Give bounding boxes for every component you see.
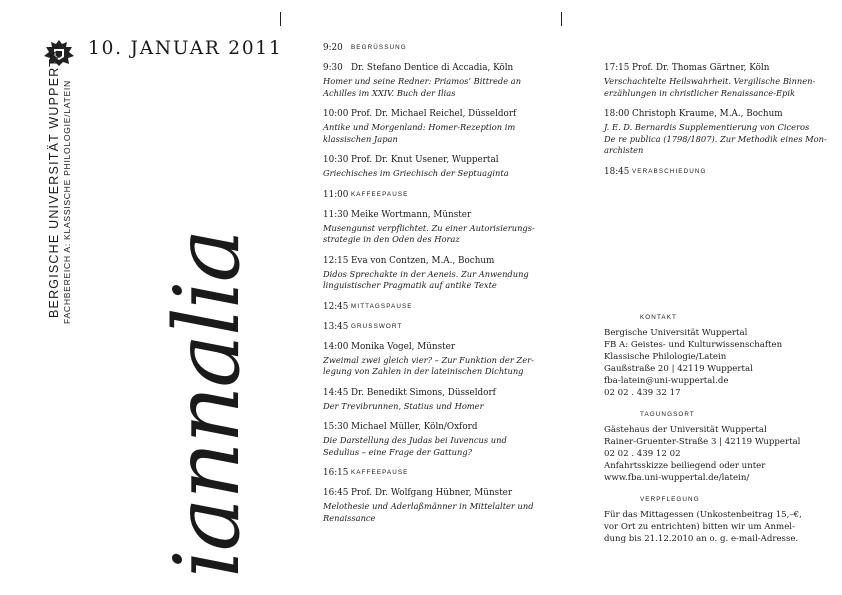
program-entry-header — [323, 42, 553, 54]
program-entry-header — [323, 467, 553, 479]
kontakt-heading: KONTAKT — [640, 314, 677, 321]
program-speaker: Meike Wortmann, Münster — [351, 209, 472, 220]
program-talk-title-line: Verschachtelte Heilswahrheit. Vergilische Binnen- — [604, 76, 816, 86]
program-talk-title-line: Sedulius – eine Frage der Gattung? — [323, 446, 473, 457]
tagungsort-line: Gästehaus der Universität Wuppertal — [604, 425, 767, 435]
program-talk-title-line: J. E. D. Bernardis Supplementierung von Ciceros — [604, 122, 810, 132]
program-talk-title-line: Griechisches im Griechisch der Septuaginta — [323, 168, 509, 178]
kontakt-email-link[interactable]: fba-latein@uni-wuppertal.de — [604, 376, 729, 386]
program-entry — [323, 487, 553, 524]
program-talk-title-line: erzählungen in christlicher Renaissance-Epik — [604, 87, 796, 98]
program-entry-header — [323, 301, 553, 313]
program-time: 18:00 — [604, 109, 630, 119]
kontakt-block — [604, 312, 814, 399]
program-entry — [323, 154, 553, 180]
verpflegung-line: Für das Mittagessen (Unkostenbeitrag 15,–€, — [604, 510, 802, 520]
program-talk-title — [323, 435, 553, 458]
program-entry — [323, 467, 553, 479]
program-talk-title-line: Homer und seine Redner: Priamos’ Bittrede an — [323, 76, 522, 86]
tagungsort-line: Rainer-Gruenter-Straße 3 | 42119 Wuppertal — [604, 437, 801, 447]
program-entry — [604, 166, 804, 178]
program-caption: KAFFEEPAUSE — [351, 190, 409, 198]
program-talk-title-line: strategie in den Oden des Horaz — [323, 234, 460, 244]
verpflegung-heading: VERPFLEGUNG — [640, 496, 700, 503]
program-talk-title-line: Zweimal zwei gleich vier? – Zur Funktion der Zer- — [323, 354, 534, 365]
program-talk-title-line: klassischen Japan — [323, 133, 398, 144]
program-time: 12:45 — [323, 301, 349, 312]
program-talk-title-line: Die Darstellung des Judas bei Iuvencus und — [323, 435, 507, 445]
program-entry — [323, 42, 553, 54]
program-caption: KAFFEEPAUSE — [351, 469, 409, 476]
tagungsort-line: 02 02 . 439 12 02 — [604, 449, 681, 459]
program-time: 10:30 — [323, 155, 349, 165]
program-speaker: Prof. Dr. Michael Reichel, Düsseldorf — [351, 109, 517, 119]
fold-mark-left — [280, 12, 281, 26]
program-entry-header — [323, 255, 553, 267]
verpflegung-block — [604, 494, 814, 545]
program-speaker: Monika Vogel, Münster — [351, 341, 456, 352]
program-talk-title — [604, 122, 827, 157]
program-entry — [323, 209, 553, 246]
program-column-2 — [604, 62, 827, 186]
program-time: 12:15 — [323, 255, 349, 266]
program-time: 10:00 — [323, 109, 349, 119]
program-entry-header — [604, 62, 804, 74]
program-time: 14:45 — [323, 387, 349, 398]
event-date: 10. JANUAR 2011 — [88, 38, 283, 59]
fold-mark-right — [561, 12, 562, 26]
program-time: 15:30 — [323, 422, 349, 432]
program-speaker: Eva von Contzen, M.A., Bochum — [351, 255, 495, 266]
program-talk-title — [323, 76, 553, 99]
program-time: 17:15 — [604, 63, 630, 73]
program-caption: VERABSCHIEDUNG — [632, 167, 707, 175]
program-entry-header — [604, 108, 804, 120]
program-talk-title-line: Der Trevibrunnen, Statius und Homer — [323, 400, 484, 411]
program-caption: GRUSSWORT — [351, 322, 403, 330]
program-time: 14:00 — [323, 341, 349, 352]
program-entry — [323, 189, 553, 201]
program-entry-header — [323, 108, 553, 120]
verpflegung-line: dung bis 21.12.2010 an o. g. e-mail-Adresse. — [604, 534, 799, 544]
program-entry-header — [323, 421, 553, 433]
program-talk-title — [323, 122, 553, 145]
program-talk-title-line: De re publica (1798/1807). Zur Methodik eines Mon- — [604, 133, 827, 144]
program-talk-title — [323, 501, 553, 524]
program-time: 9:20 — [323, 43, 343, 53]
kontakt-line: Gaußstraße 20 | 42119 Wuppertal — [604, 364, 753, 374]
program-speaker: Dr. Stefano Dentice di Accadia, Köln — [351, 63, 514, 73]
program-entry — [604, 62, 816, 99]
program-talk-title-line: Musengunst verpflichtet. Zu einer Autorisierungs- — [323, 222, 535, 233]
program-talk-title-line: Didos Sprechakte in der Aeneis. Zur Anwendung — [323, 268, 529, 279]
kontakt-line: Bergische Universität Wuppertal — [604, 328, 748, 338]
program-talk-title-line: Antike und Morgenland: Homer-Rezeption im — [323, 122, 516, 132]
program-entry-header — [323, 209, 553, 221]
program-entry-header — [323, 387, 553, 399]
program-entry — [323, 387, 553, 413]
program-entry — [323, 321, 553, 333]
program-entry — [323, 341, 553, 378]
program-entry-header — [323, 487, 553, 499]
university-name: BERGISCHE UNIVERSITÄT WUPPERTAL — [47, 41, 61, 318]
program-talk-title — [323, 401, 553, 413]
tagungsort-heading: TAGUNGSORT — [640, 411, 695, 418]
program-talk-title — [323, 269, 553, 292]
program-talk-title-line: archisten — [604, 145, 644, 155]
verpflegung-line: vor Ort zu entrichten) bitten wir um Anmel- — [604, 522, 795, 532]
program-time: 11:30 — [323, 209, 349, 220]
program-time: 18:45 — [604, 166, 630, 177]
program-talk-title-line: legung von Zahlen in der lateinischen Dichtung — [323, 366, 524, 376]
tagungsort-url-link[interactable]: www.fba.uni-wuppertal.de/latein/ — [604, 473, 750, 483]
program-entry-header — [323, 341, 553, 353]
program-talk-title-line: linguistischer Pragmatik auf antike Texte — [323, 280, 497, 290]
program-entry-header — [604, 166, 804, 178]
program-time: 11:00 — [323, 189, 349, 200]
program-time: 16:45 — [323, 488, 349, 498]
program-entry-header — [323, 321, 553, 333]
program-column-1 — [323, 42, 553, 533]
tagungsort-line: Anfahrtsskizze beiliegend oder unter — [604, 461, 766, 471]
program-entry — [323, 108, 553, 145]
program-speaker: Prof. Dr. Thomas Gärtner, Köln — [632, 63, 770, 73]
program-speaker: Prof. Dr. Knut Usener, Wuppertal — [351, 155, 499, 165]
program-entry-header — [323, 189, 553, 201]
program-entry-header — [323, 62, 553, 74]
program-talk-title-line: Renaissance — [323, 512, 376, 523]
program-entry — [323, 421, 553, 458]
program-time: 13:45 — [323, 321, 349, 332]
program-entry — [323, 301, 553, 313]
program-time: 16:15 — [323, 468, 349, 478]
program-speaker: Dr. Benedikt Simons, Düsseldorf — [351, 387, 496, 398]
program-caption: MITTAGSPAUSE — [351, 302, 413, 310]
program-caption: BEGRÜSSUNG — [351, 44, 407, 51]
program-talk-title — [604, 76, 816, 99]
tagungsort-block — [604, 409, 814, 484]
program-talk-title-line: Achilles im XXIV. Buch der Ilias — [323, 87, 456, 98]
event-title: iannalia — [155, 230, 260, 578]
program-speaker: Prof. Dr. Wolfgang Hübner, Münster — [351, 488, 513, 498]
info-column — [604, 312, 814, 555]
program-talk-title — [323, 355, 553, 378]
program-entry — [604, 108, 827, 157]
program-talk-title — [323, 168, 553, 180]
kontakt-line: Klassische Philologie/Latein — [604, 352, 727, 362]
program-entry — [323, 62, 553, 99]
program-entry — [323, 255, 553, 292]
kontakt-phone: 02 02 . 439 32 17 — [604, 388, 681, 398]
kontakt-line: FB A: Geistes- und Kulturwissenschaften — [604, 340, 783, 350]
department-name: FACHBEREICH A: KLASSISCHE PHILOLOGIE/LATEIN — [62, 80, 72, 324]
program-time: 9:30 — [323, 63, 343, 73]
program-speaker: Michael Müller, Köln/Oxford — [351, 422, 478, 432]
program-speaker: Christoph Kraume, M.A., Bochum — [632, 109, 783, 119]
program-talk-title — [323, 223, 553, 246]
program-entry-header — [323, 154, 553, 166]
program-talk-title-line: Melothesie und Aderlaßmänner in Mittelalter und — [323, 501, 534, 511]
